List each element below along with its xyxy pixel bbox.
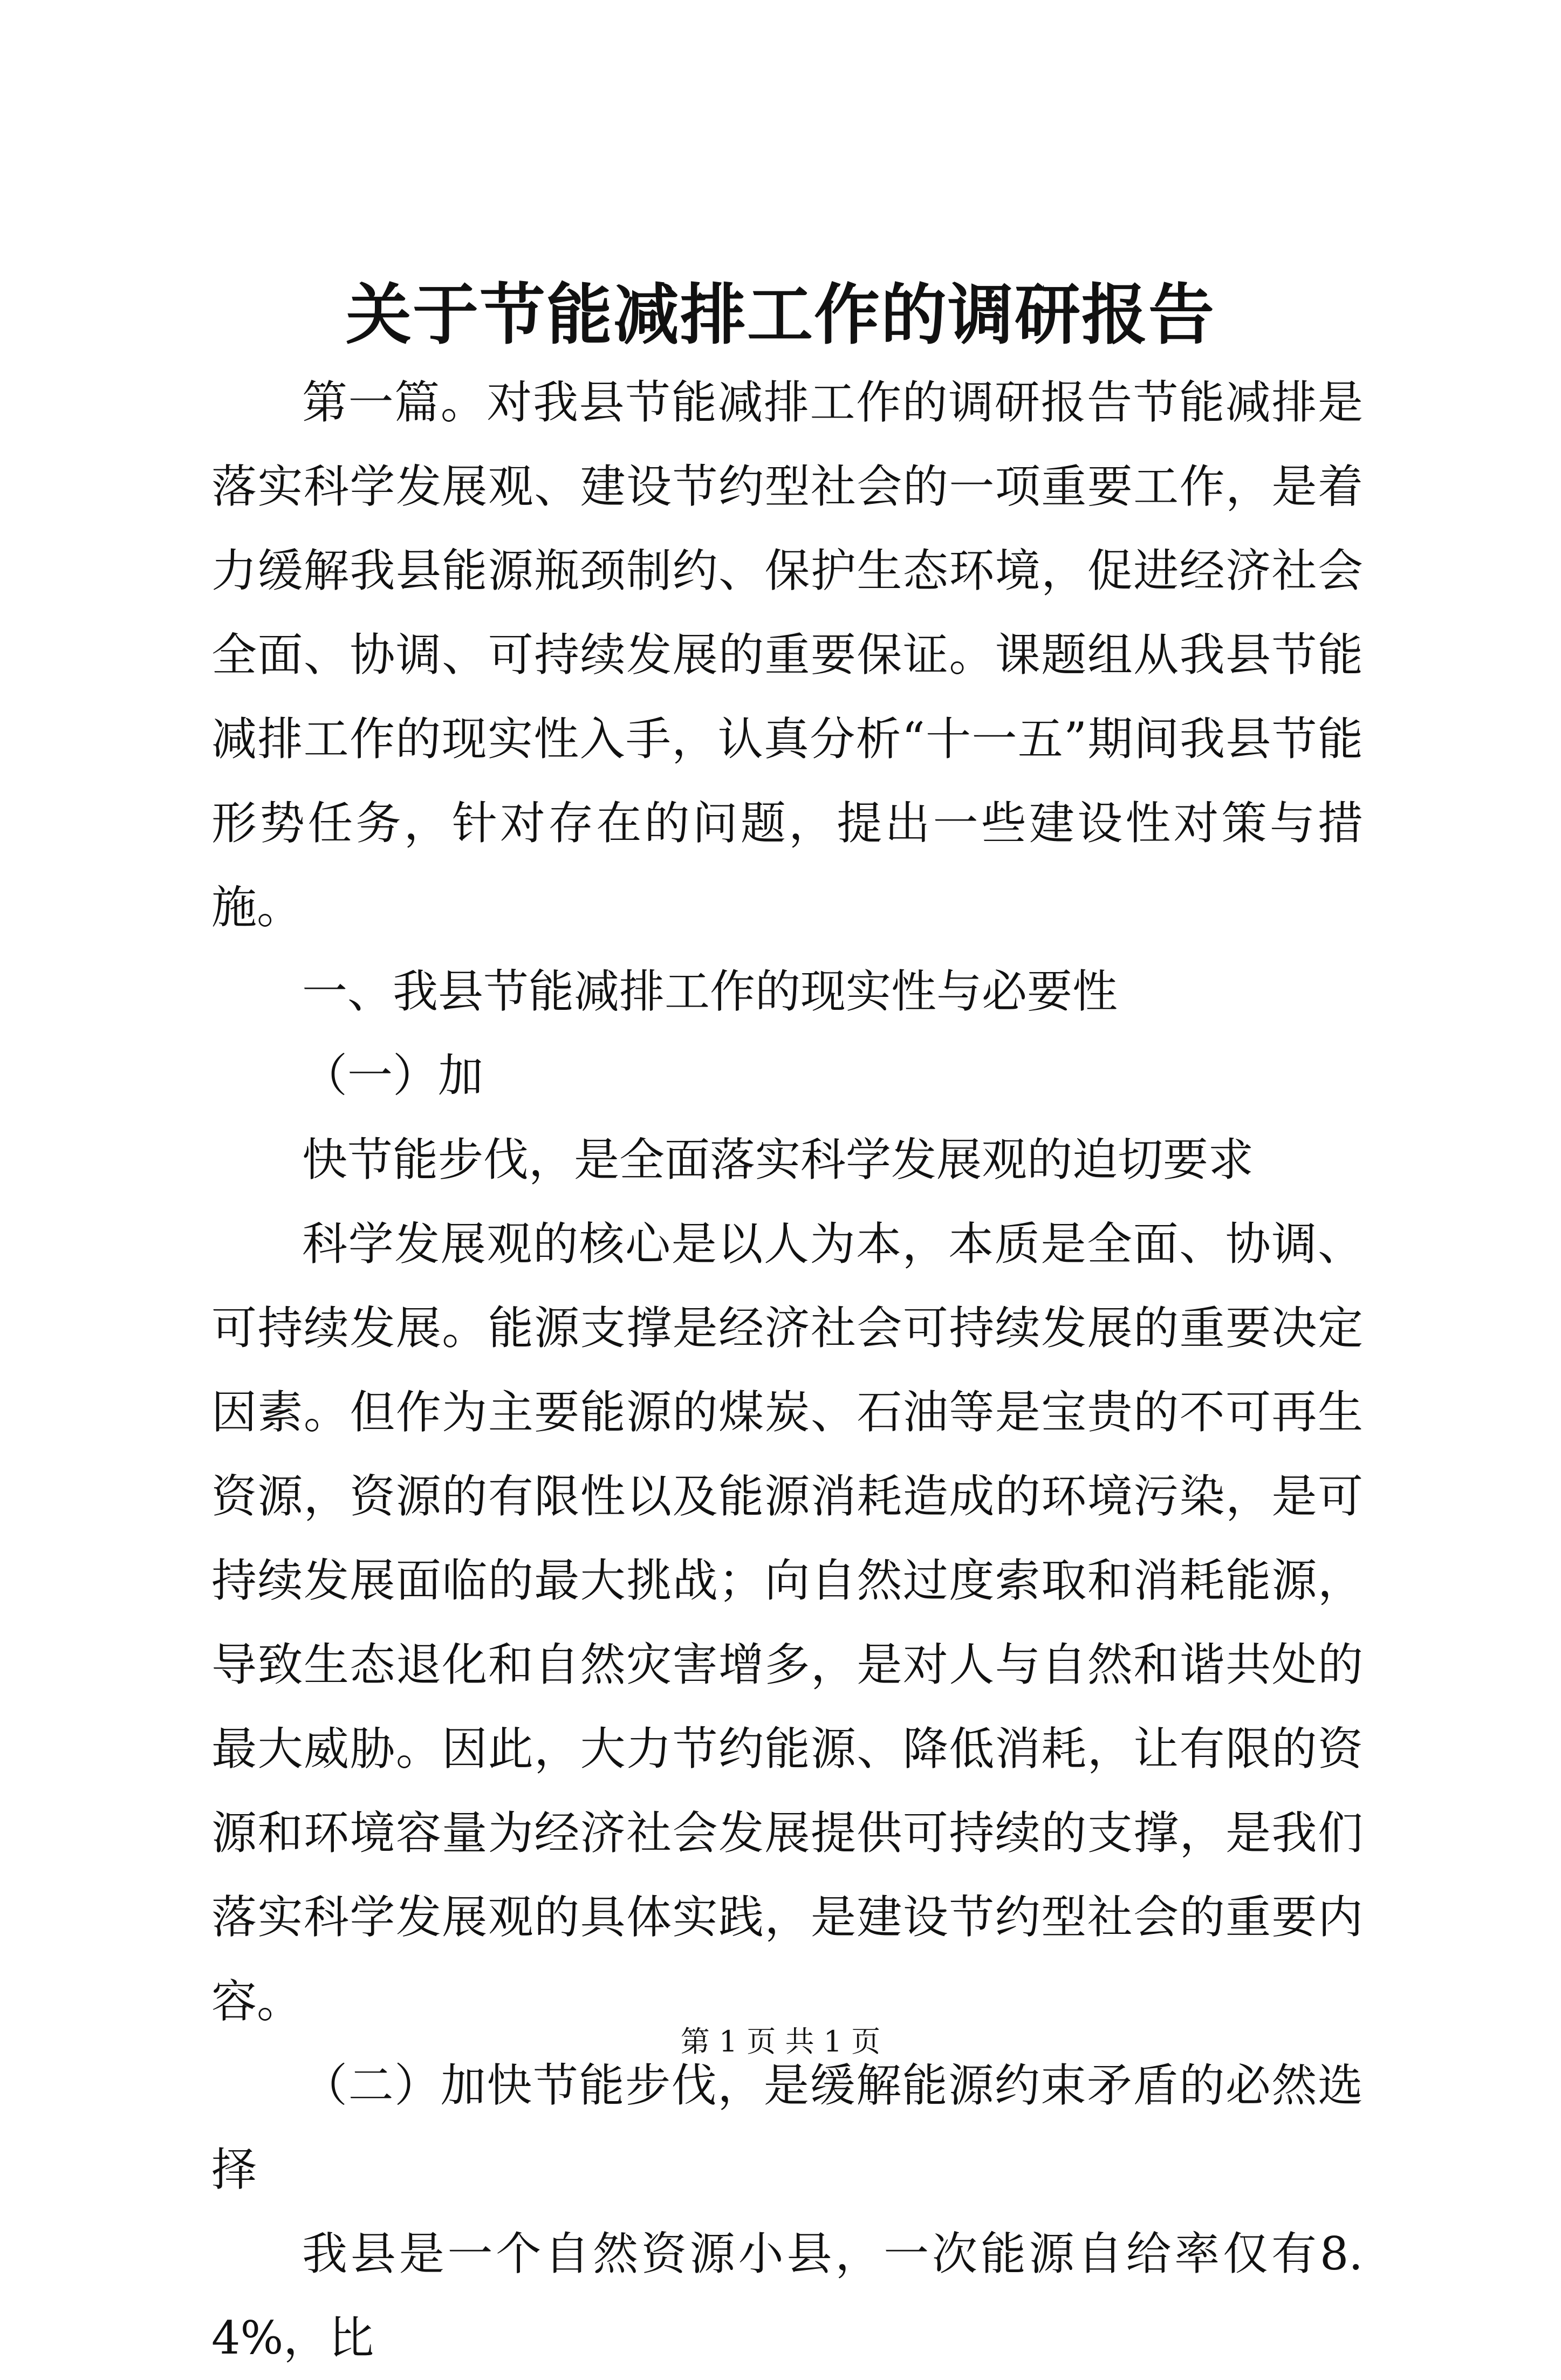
document-body	[211, 360, 1363, 2380]
subsection-heading-1a: （一）加	[302, 1049, 484, 1102]
subsection-heading-1b: 快节能步伐，是全面落实科学发展观的迫切要求	[302, 1133, 1254, 1186]
paragraph-intro: 第一篇。对我县节能减排工作的调研报告节能减排是落实科学发展观、建设节约型社会的一项重要工作，是着力缓解我县能源瓶颈制约、保护生态环境，促进经济社会全面、协调、可持续发展的重要保证。课题组从我县节能减排工作的现实性入手，认真分析“十一五”期间我县节能形势任务，针对存在的问题，提出一些建设性对策与措施。	[211, 376, 1363, 934]
paragraph-scientific-development: 科学发展观的核心是以人为本，本质是全面、协调、可持续发展。能源支撑是经济社会可持续发展的重要决定因素。但作为主要能源的煤炭、石油等是宝贵的不可再生资源，资源的有限性以及能源消耗造成的环境污染，是可持续发展面临的最大挑战；向自然过度索取和消耗能源，导致生态退化和自然灾害增多，是对人与自然和谐共处的最大威胁。因此，大力节约能源、降低消耗，让有限的资源和环境容量为经济社会发展提供可持续的支撑，是我们落实科学发展观的具体实践，是建设节约型社会的重要内容。	[211, 1218, 1363, 2028]
paragraph-resource-county: 我县是一个自然资源小县，一次能源自给率仅有8.4%，比	[211, 2227, 1363, 2364]
section-heading-1: 一、我县节能减排工作的现实性与必要性	[302, 965, 1118, 1018]
document-title: 关于节能减排工作的调研报告	[346, 276, 1215, 353]
page-footer: 第 1 页 共 1 页	[680, 2025, 881, 2058]
subsection-heading-2: （二）加快节能步伐，是缓解能源约束矛盾的必然选择	[211, 2059, 1363, 2196]
